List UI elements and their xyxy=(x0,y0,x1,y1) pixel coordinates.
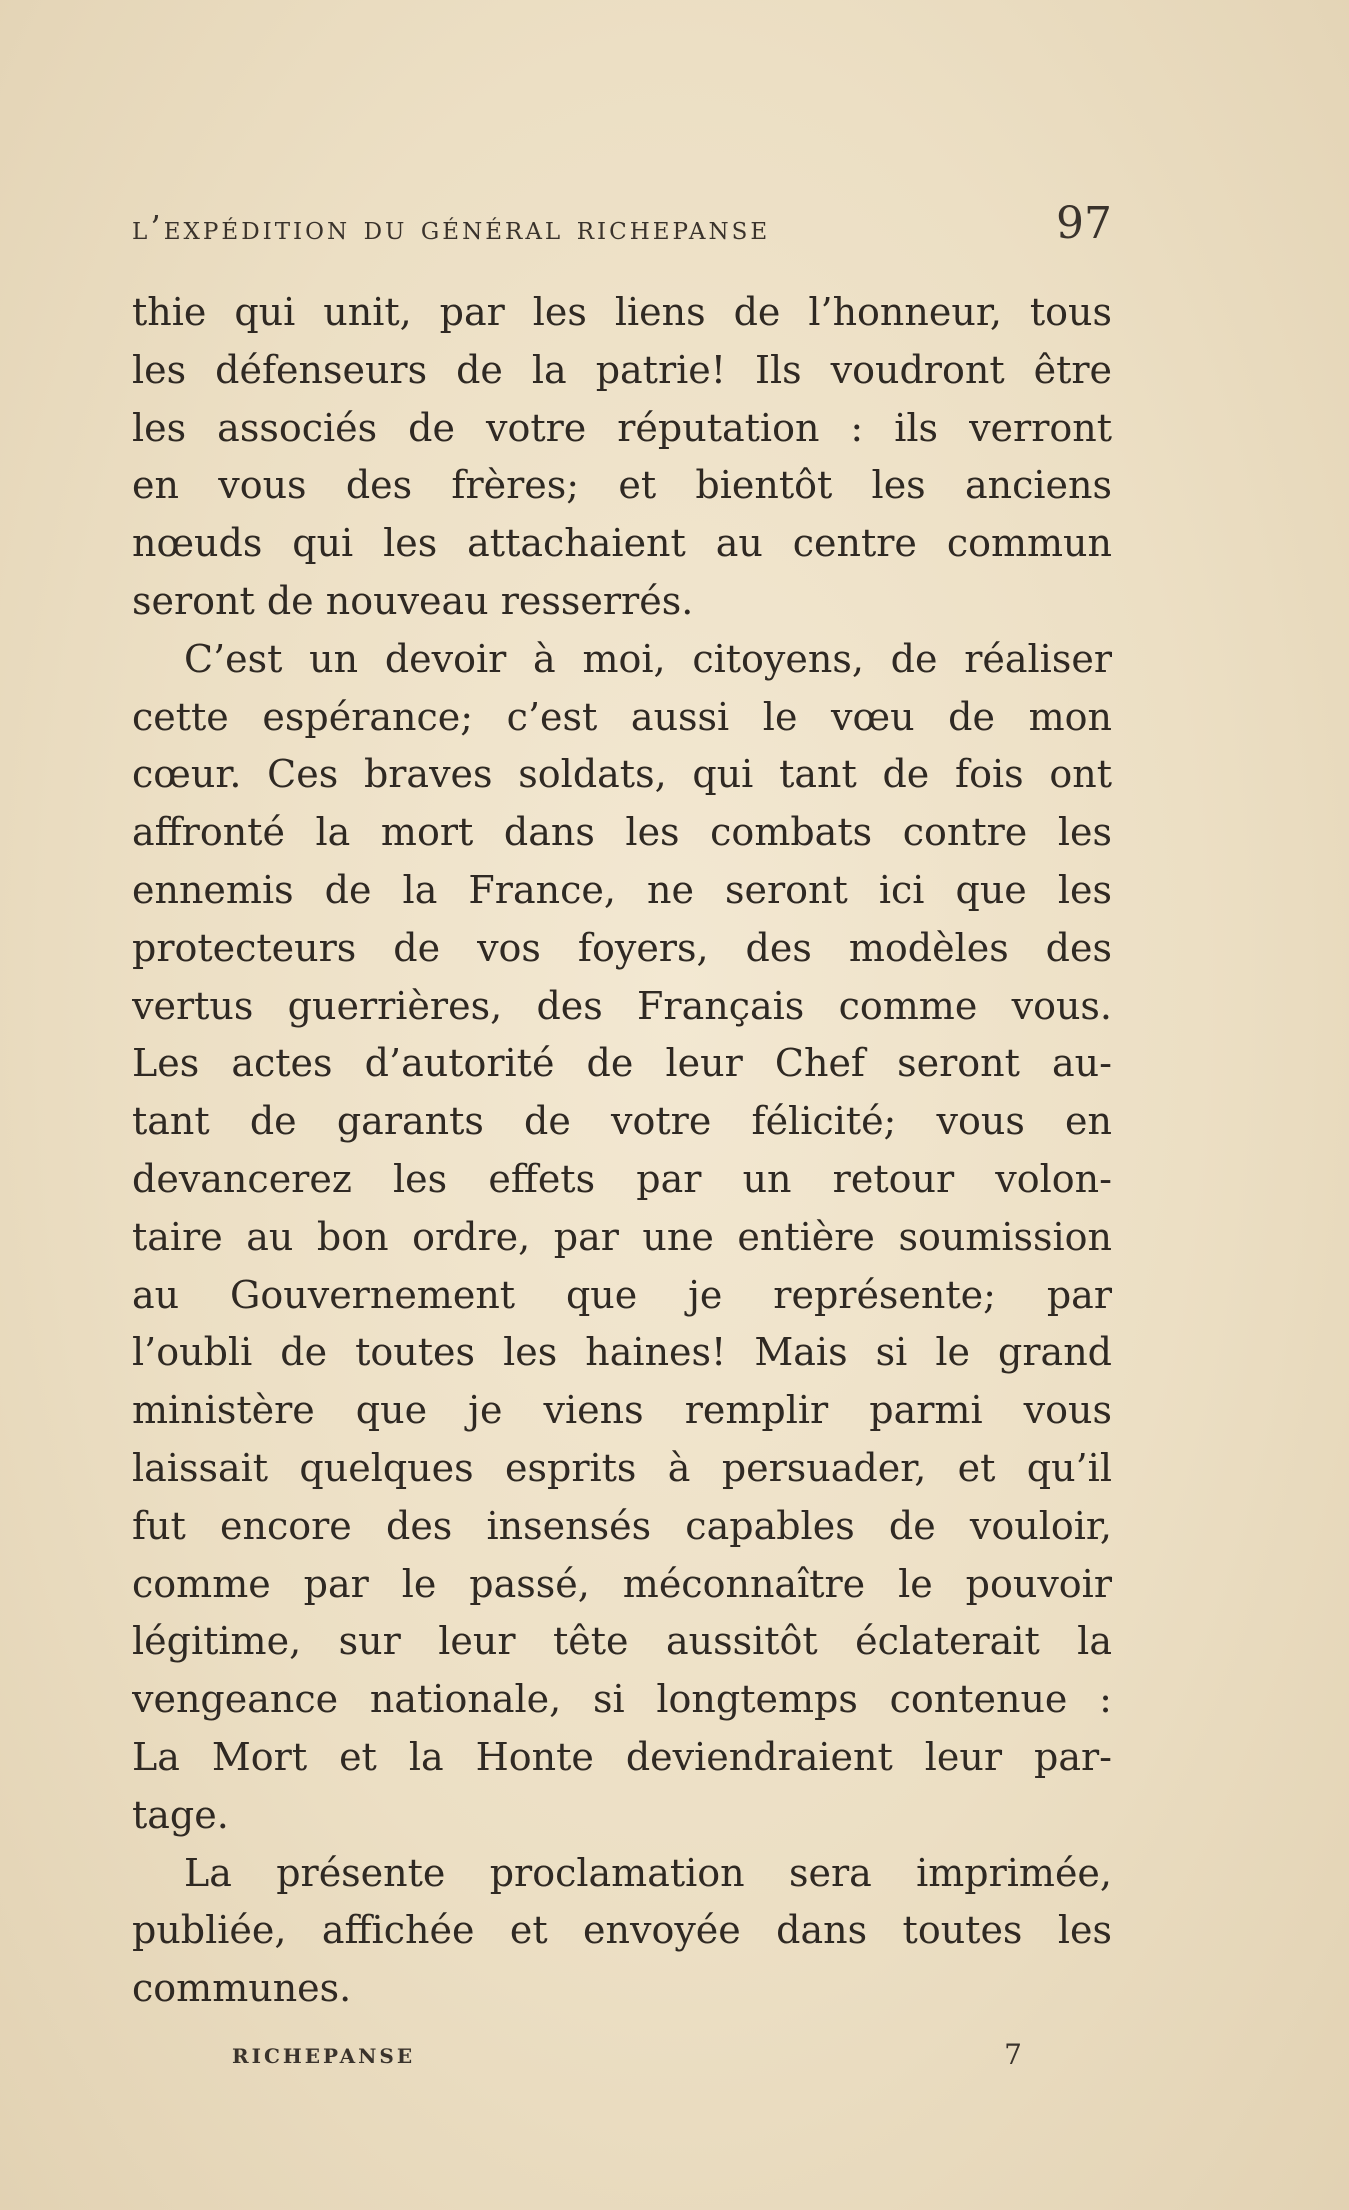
text-line: affronté la mort dans les combats contre les xyxy=(132,810,1112,855)
body-text xyxy=(132,284,1112,2018)
text-line: au Gouvernement que je représente; par xyxy=(132,1272,1112,1317)
text-line: ministère que je viens remplir parmi vous xyxy=(132,1388,1112,1433)
text-line: cette espérance; c’est aussi le vœu de mon xyxy=(132,694,1112,739)
running-head xyxy=(132,198,1112,258)
text-line: tage. xyxy=(132,1792,229,1837)
text-line: protecteurs de vos foyers, des modèles des xyxy=(132,925,1112,970)
text-line: vengeance nationale, si longtemps contenue : xyxy=(132,1677,1112,1722)
running-title: l’expédition du général richepanse xyxy=(132,208,771,247)
text-line: en vous des frères; et bientôt les anciens xyxy=(132,463,1112,508)
text-line: comme par le passé, méconnaître le pouvoir xyxy=(132,1561,1112,1606)
text-line: fut encore des insensés capables de vouloir, xyxy=(132,1503,1112,1548)
text-line: taire au bon ordre, par une entière soumission xyxy=(132,1214,1112,1259)
text-line: l’oubli de toutes les haines! Mais si le grand xyxy=(132,1330,1112,1375)
text-line: thie qui unit, par les liens de l’honneur, tous xyxy=(132,290,1112,334)
text-line: Les actes d’autorité de leur Chef seront au- xyxy=(132,1041,1112,1086)
text-line: C’est un devoir à moi, citoyens, de réaliser xyxy=(184,636,1112,681)
text-line: légitime, sur leur tête aussitôt éclaterait la xyxy=(132,1619,1112,1664)
text-line: nœuds qui les attachaient au centre commun xyxy=(132,521,1112,566)
text-line: devancerez les effets par un retour volon- xyxy=(132,1156,1112,1201)
sheet-number: 7 xyxy=(1004,2038,1022,2071)
text-line: seront de nouveau resserrés. xyxy=(132,578,694,623)
page-number: 97 xyxy=(1056,198,1112,249)
text-line: communes. xyxy=(132,1966,352,2011)
page-footer xyxy=(232,2038,1022,2084)
text-line: les associés de votre réputation : ils verront xyxy=(132,405,1112,450)
text-line: ennemis de la France, ne seront ici que les xyxy=(132,867,1112,912)
text-line: tant de garants de votre félicité; vous en xyxy=(132,1099,1112,1144)
text-line: publiée, affichée et envoyée dans toutes les xyxy=(132,1908,1112,1953)
text-line: cœur. Ces braves soldats, qui tant de fois ont xyxy=(132,752,1112,797)
text-line: laissait quelques esprits à persuader, et qu’il xyxy=(132,1445,1112,1490)
text-line: La présente proclamation sera imprimée, xyxy=(184,1850,1112,1895)
text-line: les défenseurs de la patrie! Ils voudront être xyxy=(132,347,1112,392)
text-line: vertus guerrières, des Français comme vous. xyxy=(132,983,1112,1028)
text-line: La Mort et la Honte deviendraient leur par- xyxy=(132,1734,1112,1779)
signature-mark: RICHEPANSE xyxy=(232,2044,416,2068)
